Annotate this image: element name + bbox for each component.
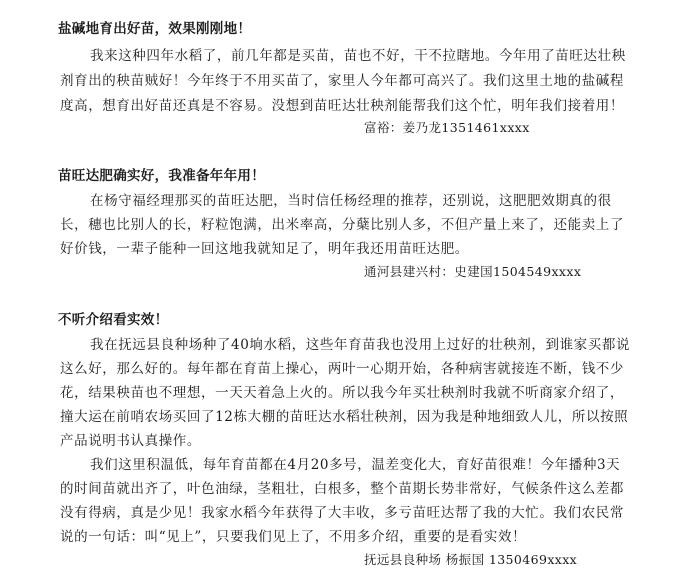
section-1-signature: 富裕：姜乃龙1351461xxxx: [364, 120, 530, 135]
section-3-heading: 不听介绍看实效！: [58, 312, 169, 328]
section-3-line-7: 的时间苗就出齐了，叶色油绿，茎粗壮，白根多，整个苗期长势非常好，气候条件这么差都: [60, 481, 624, 497]
section-1-line-1: 我来这种四年水稻了，前几年都是买苗，苗也不好，干不拉瞎地。今年用了苗旺达壮秧: [90, 48, 626, 64]
section-3-line-5: 产品说明书认真操作。: [60, 433, 201, 449]
section-3-line-9: 说的一句话：叫“见上”，只要我们见上了，不用多介绍，重要的是看实效！: [60, 529, 527, 545]
section-3-line-1: 我在抚远县良种场种了40垧水稻，这些年育苗我也没用上过好的壮秧剂，到谁家买都说: [90, 337, 631, 353]
section-2-line-2: 长，穗也比别人的长，籽粒饱满，出米率高，分蘖比别人多，不但产量上来了，还能卖上了: [60, 217, 624, 233]
section-3-line-2: 这么好，那么好的。每年都在育苗上操心，两叶一心期开始，各种病害就接连不断，钱不少: [60, 361, 624, 377]
section-1-line-3: 度高，想育出好苗还真是不容易。没想到苗旺达壮秧剂能帮我们这个忙，明年我们接着用！: [60, 98, 624, 114]
section-2-signature: 通河县建兴村：史建国1504549xxxx: [364, 264, 582, 279]
section-3-line-6: 我们这里积温低，每年育苗都在4月20多号，温差变化大，育好苗很难！今年播种3天: [90, 457, 621, 473]
section-1-line-2: 剂育出的秧苗贼好！今年终于不用买苗了，家里人今年都可高兴了。我们这里土地的盐碱程: [60, 73, 624, 89]
section-3-line-4: 撞大运在前哨农场买回了12栋大棚的苗旺达水稻壮秧剂，因为我是种地细致人儿，所以按照: [60, 409, 629, 425]
section-3-line-8: 没有得病，真是少见！我家水稻今年获得了大丰收，多亏苗旺达帮了我的大忙。我们农民常: [60, 505, 624, 521]
section-2-heading: 苗旺达肥确实好，我准备年年用！: [58, 168, 265, 184]
section-3-signature: 抚远县良种场 杨振国 1350469xxxx: [364, 552, 578, 567]
section-1-heading: 盐碱地育出好苗，效果刚刚地！: [58, 21, 252, 37]
section-3-line-3: 花，结果秧苗也不理想，一天天着急上火的。所以我今年买壮秧剂时我就不听商家介绍了，: [60, 385, 624, 401]
section-2-line-3: 好价钱，一辈子能种一回这地我就知足了，明年我还用苗旺达肥。: [60, 241, 469, 257]
section-2-line-1: 在杨守福经理那买的苗旺达肥，当时信任杨经理的推荐，还别说，这肥肥效期真的很: [90, 193, 612, 209]
